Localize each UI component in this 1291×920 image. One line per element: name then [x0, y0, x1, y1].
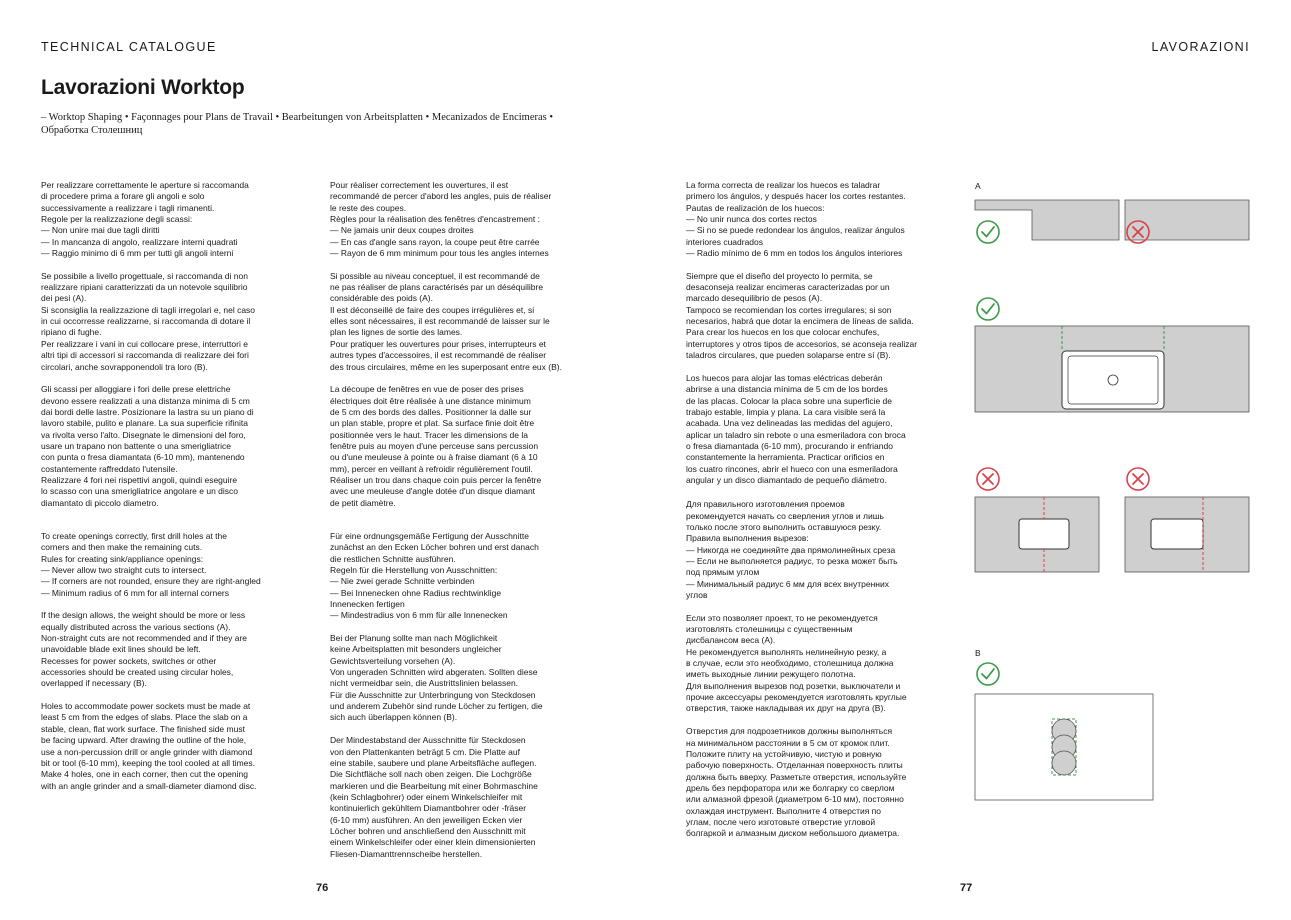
- paragraph-en-weight: If the design allows, the weight should be more or less equally distributed across the various sections (A). Non-straight cuts are not recommended and if they are unavoidable blade exit lines should be left. Recesses for power sockets, switches or other accessories should be created using circular holes, overlapped if necessary (B).: [41, 610, 247, 689]
- paragraph-de-openings: Für eine ordnungsgemäße Fertigung der Ausschnitte zunächst an den Ecken Löcher bohren und erst danach die restlichen Schnitte ausführen. Regeln für die Herstellung von Ausschnitten: — Nie zwei gerade Schnitte verbinden — Bei Innenecken ohne Radius rechtwinklige Innenecken fertigen — Mindestradius von 6 mm für alle Innenecken: [330, 530, 539, 621]
- check-icon: [977, 221, 999, 243]
- paragraph-fr-weight: Si possible au niveau conceptuel, il est recommandé de ne pas réaliser de plans caractérisés par un déséquilibre considérable des poids (A). Il est déconseillé de faire des coupes irrégulières et, si elles sont nécessaires, il est recommandé de laisser sur le plan les lignes de sortie des lames. Pour pratiquer les ouvertures pour prises, interrupteurs et autres types d'accessoires, il est recommandé de réaliser des trous circulaires, même en les superposant entre eux (B).: [330, 270, 562, 372]
- figure-a-sink-cutout: [972, 296, 1254, 416]
- slab-unbalanced-shape: [1125, 200, 1249, 240]
- page-title: Lavorazioni Worktop: [41, 76, 245, 99]
- figure-a-label: A: [975, 181, 981, 191]
- paragraph-it-openings: Per realizzare correttamente le aperture si raccomanda di procedere prima a forare gli angoli e solo successivamente a realizzare i tagli rimanenti. Regole per la realizzazione degli scassi: — Non unire mai due tagli diritti — In mancanza di angolo, realizzare interni quadrati — Raggio minimo di 6 mm per tutti gli angoli interni: [41, 180, 249, 259]
- cross-icon: [1127, 468, 1149, 490]
- paragraph-it-sockets: Gli scassi per alloggiare i fori delle prese elettriche devono essere realizzati a una distanza minima di 5 cm dai bordi delle lastre. Posizionare la lastra su un piano di lavoro stabile, pulito e planare. La sua superficie rifinita va rivolta verso l'alto. Disegnate le dimensioni del foro, usare un trapano non battente o una smerigliatrice con punta o fresa diamantata (6-10 mm), mantenendo costantemente raffreddato l'utensile. Realizzare 4 fori nei rispettivi angoli, quindi eseguire lo scasso con una smerigliatrice angolare e un disco diamantato di piccolo diametro.: [41, 384, 254, 508]
- paragraph-it-weight: Se possibile a livello progettuale, si raccomanda di non realizzare ripiani caratterizzati da un notevole squilibrio dei pesi (A). Si sconsiglia la realizzazione di tagli irregolari e, nel caso in cui occorresse realizzarne, si raccomanda di dotare il ripiano di fughe. Per realizzare i vani in cui collocare prese, interruttori e altri tipi di accessori si raccomanda di realizzare dei fori circolari, anche sovrapponendoli tra loro (B).: [41, 270, 256, 372]
- paragraph-es-weight: Siempre que el diseño del proyecto lo permita, se desaconseja realizar encimeras caracterizadas por un marcado desequilibrio de pesos (A). Tampoco se recomiendan los cortes irregulares; si son necesarios, habrá que dotar la encimera de líneas de salida. Para crear los huecos en los que colocar enchufes, interruptores y otros tipos de accesorios, se aconseja realizar taladros circulares, que pueden solaparse entre sí (B).: [686, 270, 918, 361]
- running-header-right: LAVORAZIONI: [1151, 40, 1250, 54]
- paragraph-ru-openings: Для правильного изготовления проемов рекомендуется начать со сверления углов и лишь только после этого выполнить оставшуюся резку. Правила выполнения вырезов: — Никогда не соединяйте два прямолинейных среза — Если не выполняется радиус, то резка может быть под прямым углом — Минимальный радиус 6 мм для всех внутренних углов: [686, 499, 898, 601]
- check-icon: [977, 298, 999, 320]
- text-column-italian-english: [41, 180, 281, 803]
- paragraph-es-sockets: Los huecos para alojar las tomas eléctricas deberán abrirse a una distancia mínima de 5 cm de los bordes de las placas. Colocar la placa sobre una superficie de trabajo estable, limpia y plana. La cara visible será la acabada. Una vez delineadas las medidas del agujero, aplicar un taladro sin rebote o una esmeriladora con broca o fresa diamantada (6-10 mm), procurando ir enfriando constantemente la herramienta. Practicar orificios en los cuatro rincones, abrir el hueco con una esmeriladora angular y un disco diamantado de pequeño diámetro.: [686, 372, 906, 485]
- slab-balanced-shape: [975, 200, 1119, 240]
- paragraph-fr-sockets: La découpe de fenêtres en vue de poser des prises électriques doit être réalisée à une distance minimum de 5 cm des bords des dalles. Positionner la dalle sur un plan stable, propre et plat. Sa surface finie doit être positionnée vers le haut. Tracer les dimensions de la fenêtre puis au moyen d'une perceuse sans percussion ou d'une meuleuse à pointe ou à fraise diamant (6 à 10 mm), percer en veillant à refroidir régulièrement l'outil. Réaliser un trou dans chaque coin puis percer la fenêtre avec une meuleuse d'angle dotée d'un disque diamant de petit diamètre.: [330, 384, 542, 508]
- text-column-spanish-russian: [686, 180, 926, 851]
- sink-opening: [1062, 351, 1164, 409]
- running-header-left: TECHNICAL CATALOGUE: [41, 40, 217, 54]
- paragraph-fr-openings: Pour réaliser correctement les ouvertures, il est recommandé de percer d'abord les angles, puis de réaliser le reste des coupes. Règles pour la réalisation des fenêtres d'encastrement : — Ne jamais unir deux coupes droites — En cas d'angle sans rayon, la coupe peut être carrée — Rayon de 6 mm minimum pour tous les angles internes: [330, 180, 552, 259]
- page-number-right: 77: [960, 882, 973, 894]
- cutout-opening: [1019, 519, 1069, 549]
- cross-icon: [977, 468, 999, 490]
- circular-hole: [1052, 751, 1076, 775]
- cutout-opening: [1151, 519, 1203, 549]
- paragraph-en-openings: To create openings correctly, first drill holes at the corners and then make the remaining cuts. Rules for creating sink/appliance openings: — Never allow two straight cuts to intersect. — If corners are not rounded, ensure they are right-angled — Minimum radius of 6 mm for all internal corners: [41, 530, 261, 598]
- paragraph-ru-weight: Если это позволяет проект, то не рекомендуется изготовлять столешницы с существенным дисбалансом веса (A). Не рекомендуется выполнять нелинейную резку, а в случае, если это необходимо, столешница должна иметь выходные линии режущего полотна. Для выполнения вырезов под розетки, выключатели и прочие аксессуары рекомендуется изготовлять круглые отверстия, также накладывая их друг на друга (B).: [686, 612, 907, 714]
- text-column-french-german: [330, 180, 570, 871]
- paragraph-es-openings: La forma correcta de realizar los huecos es taladrar primero los ángulos, y después hacer los cortes restantes. Pautas de realización de los huecos: — No unir nunca dos cortes rectos — Si no se puede redondear los ángulos, realizar ángulos interiores cuadrados — Radio mínimo de 6 mm en todos los ángulos interiores: [686, 180, 906, 259]
- paragraph-de-sockets: Der Mindestabstand der Ausschnitte für Steckdosen von den Plattenkanten beträgt 5 cm. Die Platte auf eine stabile, saubere und plane Arbeitsfläche auflegen. Die Sichtfläche soll nach oben zeigen. Die Lochgröße markieren und die Bearbeitung mit einer Bohrmaschine (kein Schlagbohrer) oder einem Winkelschleifer mit kontinuierlich gekühltem Diamantbohrer oder -fräser (6-10 mm) ausführen. An den jeweiligen Ecken vier Löcher bohren und anschließend den Ausschnitt mit einem Winkelschleifer oder einer klein dimensionierten Fliesen-Diamanttrennscheibe herstellen.: [330, 735, 538, 859]
- paragraph-en-sockets: Holes to accommodate power sockets must be made at least 5 cm from the edges of slabs. Place the slab on a stable, clean, flat work surface. The finished side must be facing upward. After drawing the outline of the hole, use a non-percussion drill or angle grinder with diamond bit or tool (6-10 mm), keeping the tool cooled at all times. Make 4 holes, one in each corner, then cut the opening with an angle grinder and a small-diameter diamond disc.: [41, 701, 257, 791]
- figure-a-weight-balance: [972, 196, 1254, 248]
- page-subtitle: – Worktop Shaping • Façonnages pour Plans de Travail • Bearbeitungen von Arbeitsplatten • Mecanizados de Encimeras • Обработка Столешниц: [41, 112, 554, 136]
- paragraph-de-weight: Bei der Planung sollte man nach Möglichkeit keine Arbeitsplatten mit besonders ungleicher Gewichtsverteilung vorsehen (A). Von ungeraden Schnitten wird abgeraten. Sollten diese nicht vermeidbar sein, die Austrittslinien belassen. Für die Ausschnitte zur Unterbringung von Steckdosen und anderem Zubehör sind runde Löcher zu fertigen, die sich auch überlappen können (B).: [330, 633, 543, 723]
- page-number-left: 76: [316, 882, 329, 894]
- check-icon: [977, 663, 999, 685]
- paragraph-ru-sockets: Отверстия для подрозетников должны выполняться на минимальном расстоянии в 5 см от кромок плит. Положите плиту на устойчивую, чистую и ровную рабочую поверхность. Отделанная поверхность плиты должна быть вверху. Разметьте отверстия, используйте дрель без перфоратора или же болгарку со сверлом или алмазной фрезой (диаметром 6-10 мм), постоянно охлаждая инструмент. Выполните 4 отверстия по углам, после чего изготовьте отверстие угловой болгаркой и алмазным диском небольшого диаметра.: [686, 726, 907, 839]
- figure-b-label: B: [975, 648, 981, 658]
- figure-b-socket-holes: [972, 661, 1158, 803]
- figure-a-incorrect-cutouts: [972, 466, 1254, 576]
